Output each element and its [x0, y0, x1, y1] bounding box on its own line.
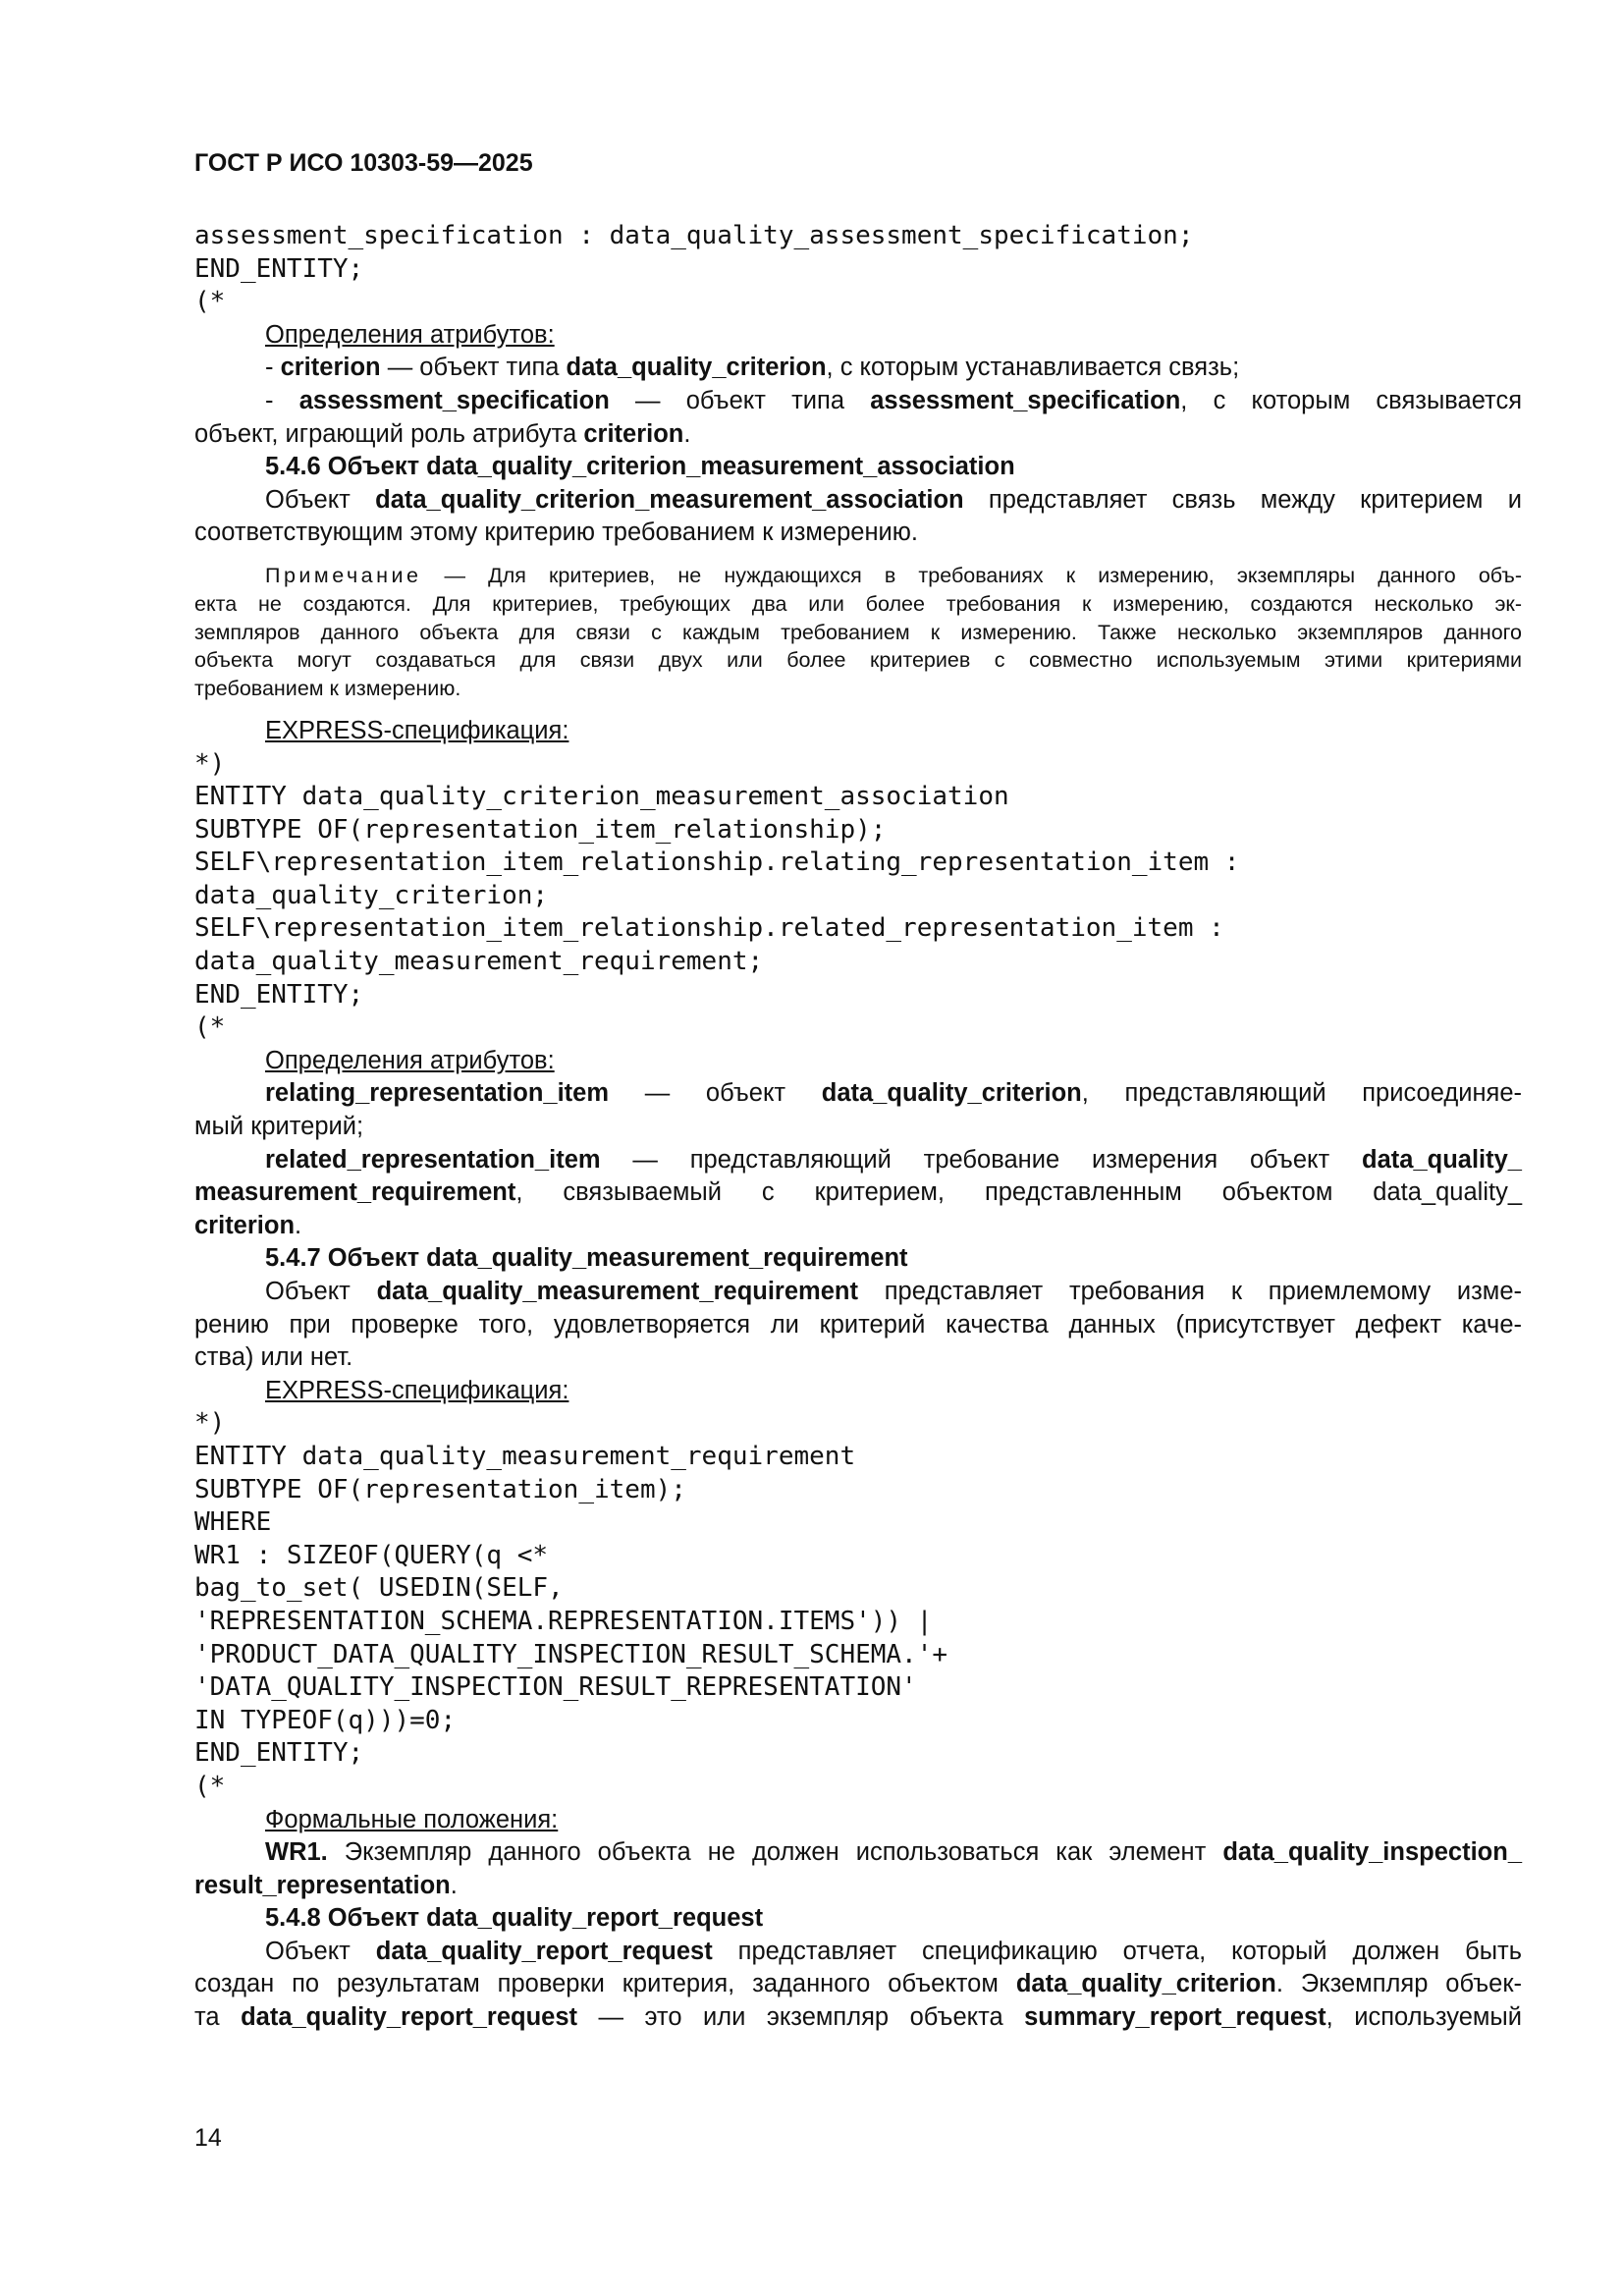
paragraph-cont: рению при проверке того, удовлетворяется ли критерий качества данных (присутствует дефект каче- [194, 1310, 1522, 1339]
code-line: (* [194, 1012, 226, 1043]
code-line: END_ENTITY; [194, 1738, 364, 1769]
section-heading: 5.4.8 Объект data_quality_report_request [265, 1904, 764, 1933]
attribute-definition: related_representation_item — представляющий требование измерения объект data_quality_ [265, 1145, 1522, 1174]
attribute-definition-cont: criterion. [194, 1211, 302, 1239]
paragraph-cont: создан по результатам проверки критерия, заданного объектом data_quality_criterion. Экземпляр объек- [194, 1970, 1523, 1998]
code-line: assessment_specification : data_quality_assessment_specification; [194, 221, 1194, 250]
attribute-definition-cont: мый критерий; [194, 1113, 364, 1141]
note-line: екта не создаются. Для критериев, требующих два или более требования к измерению, создаются несколько эк- [194, 591, 1522, 616]
note-line: объекта могут создаваться для связи двух или более критериев с совместно используемым этими критериями [194, 648, 1522, 673]
page-content [194, 220, 1522, 2035]
attributes-heading: Определения атрибутов: [265, 320, 555, 349]
section-heading: 5.4.7 Объект data_quality_measurement_requirement [265, 1244, 908, 1273]
code-line: data_quality_criterion; [194, 880, 549, 910]
code-line: data_quality_measurement_requirement; [194, 947, 764, 977]
formal-rule-cont: result_representation. [194, 1871, 458, 1899]
code-line: 'PRODUCT_DATA_QUALITY_INSPECTION_RESULT_SCHEMA.'+ [194, 1639, 948, 1669]
attribute-definition-cont: объект, играющий роль атрибута criterion. [194, 419, 691, 448]
attribute-definition: - assessment_specification — объект типа assessment_specification, с которым связывается [265, 386, 1523, 414]
paragraph-cont: та data_quality_report_request — это или экземпляр объекта summary_report_request, используемый [194, 2003, 1522, 2032]
code-line: 'DATA_QUALITY_INSPECTION_RESULT_REPRESENTATION' [194, 1672, 917, 1703]
section-heading: 5.4.6 Объект data_quality_criterion_measurement_association [265, 453, 1015, 481]
code-line: (* [194, 287, 226, 317]
paragraph: Объект data_quality_measurement_requirement представляет требования к приемлемому изме- [265, 1278, 1522, 1306]
page-number: 14 [194, 2124, 222, 2152]
code-line: SELF\representation_item_relationship.relating_representation_item : [194, 847, 1240, 878]
note-line: требованием к измерению. [194, 677, 461, 701]
code-line: WHERE [194, 1507, 272, 1538]
attribute-definition-cont: measurement_requirement, связываемый с критерием, представленным объектом data_quality_ [194, 1178, 1522, 1207]
attributes-heading: Определения атрибутов: [265, 1046, 555, 1074]
code-line: SUBTYPE OF(representation_item); [194, 1474, 686, 1504]
code-line: ENTITY data_quality_criterion_measurement_association [194, 782, 1009, 812]
code-line: WR1 : SIZEOF(QUERY(q <* [194, 1540, 549, 1570]
note: Примечание — Для критериев, не нуждающихся в требованиях к измерению, экземпляры данного объ- [265, 563, 1522, 587]
code-line: ENTITY data_quality_measurement_requirement [194, 1441, 856, 1471]
code-line: (* [194, 1771, 226, 1801]
code-line: *) [194, 1408, 226, 1439]
paragraph: Объект data_quality_criterion_measurement_association представляет связь между критерием и [265, 485, 1522, 514]
paragraph: Объект data_quality_report_request представляет спецификацию отчета, который должен быть [265, 1937, 1523, 1965]
document-header: ГОСТ Р ИСО 10303-59—2025 [194, 149, 533, 177]
paragraph-cont: ства) или нет. [194, 1343, 353, 1372]
code-line: SELF\representation_item_relationship.related_representation_item : [194, 913, 1224, 944]
formal-heading: Формальные положения: [265, 1805, 559, 1833]
code-line: END_ENTITY; [194, 979, 364, 1010]
attribute-definition: - criterion — объект типа data_quality_criterion, с которым устанавливается связь; [265, 354, 1240, 382]
code-line: END_ENTITY; [194, 253, 364, 284]
paragraph-cont: соответствующим этому критерию требованием к измерению. [194, 519, 919, 547]
code-line: SUBTYPE OF(representation_item_relationship); [194, 814, 887, 845]
code-line: 'REPRESENTATION_SCHEMA.REPRESENTATION.ITEMS')) | [194, 1606, 933, 1636]
formal-rule: WR1. Экземпляр данного объекта не должен использоваться как элемент data_quality_inspection_ [265, 1838, 1522, 1867]
note-line: земпляров данного объекта для связи с каждым требованием к измерению. Также несколько экземпляров данного [194, 620, 1522, 644]
attribute-definition: relating_representation_item — объект data_quality_criterion, представляющий присоединяе- [265, 1079, 1523, 1108]
express-heading: EXPRESS-спецификация: [265, 716, 569, 744]
code-line: *) [194, 748, 226, 779]
code-line: IN TYPEOF(q)))=0; [194, 1705, 457, 1735]
express-heading: EXPRESS-спецификация: [265, 1376, 569, 1404]
code-line: bag_to_set( USEDIN(SELF, [194, 1573, 564, 1604]
